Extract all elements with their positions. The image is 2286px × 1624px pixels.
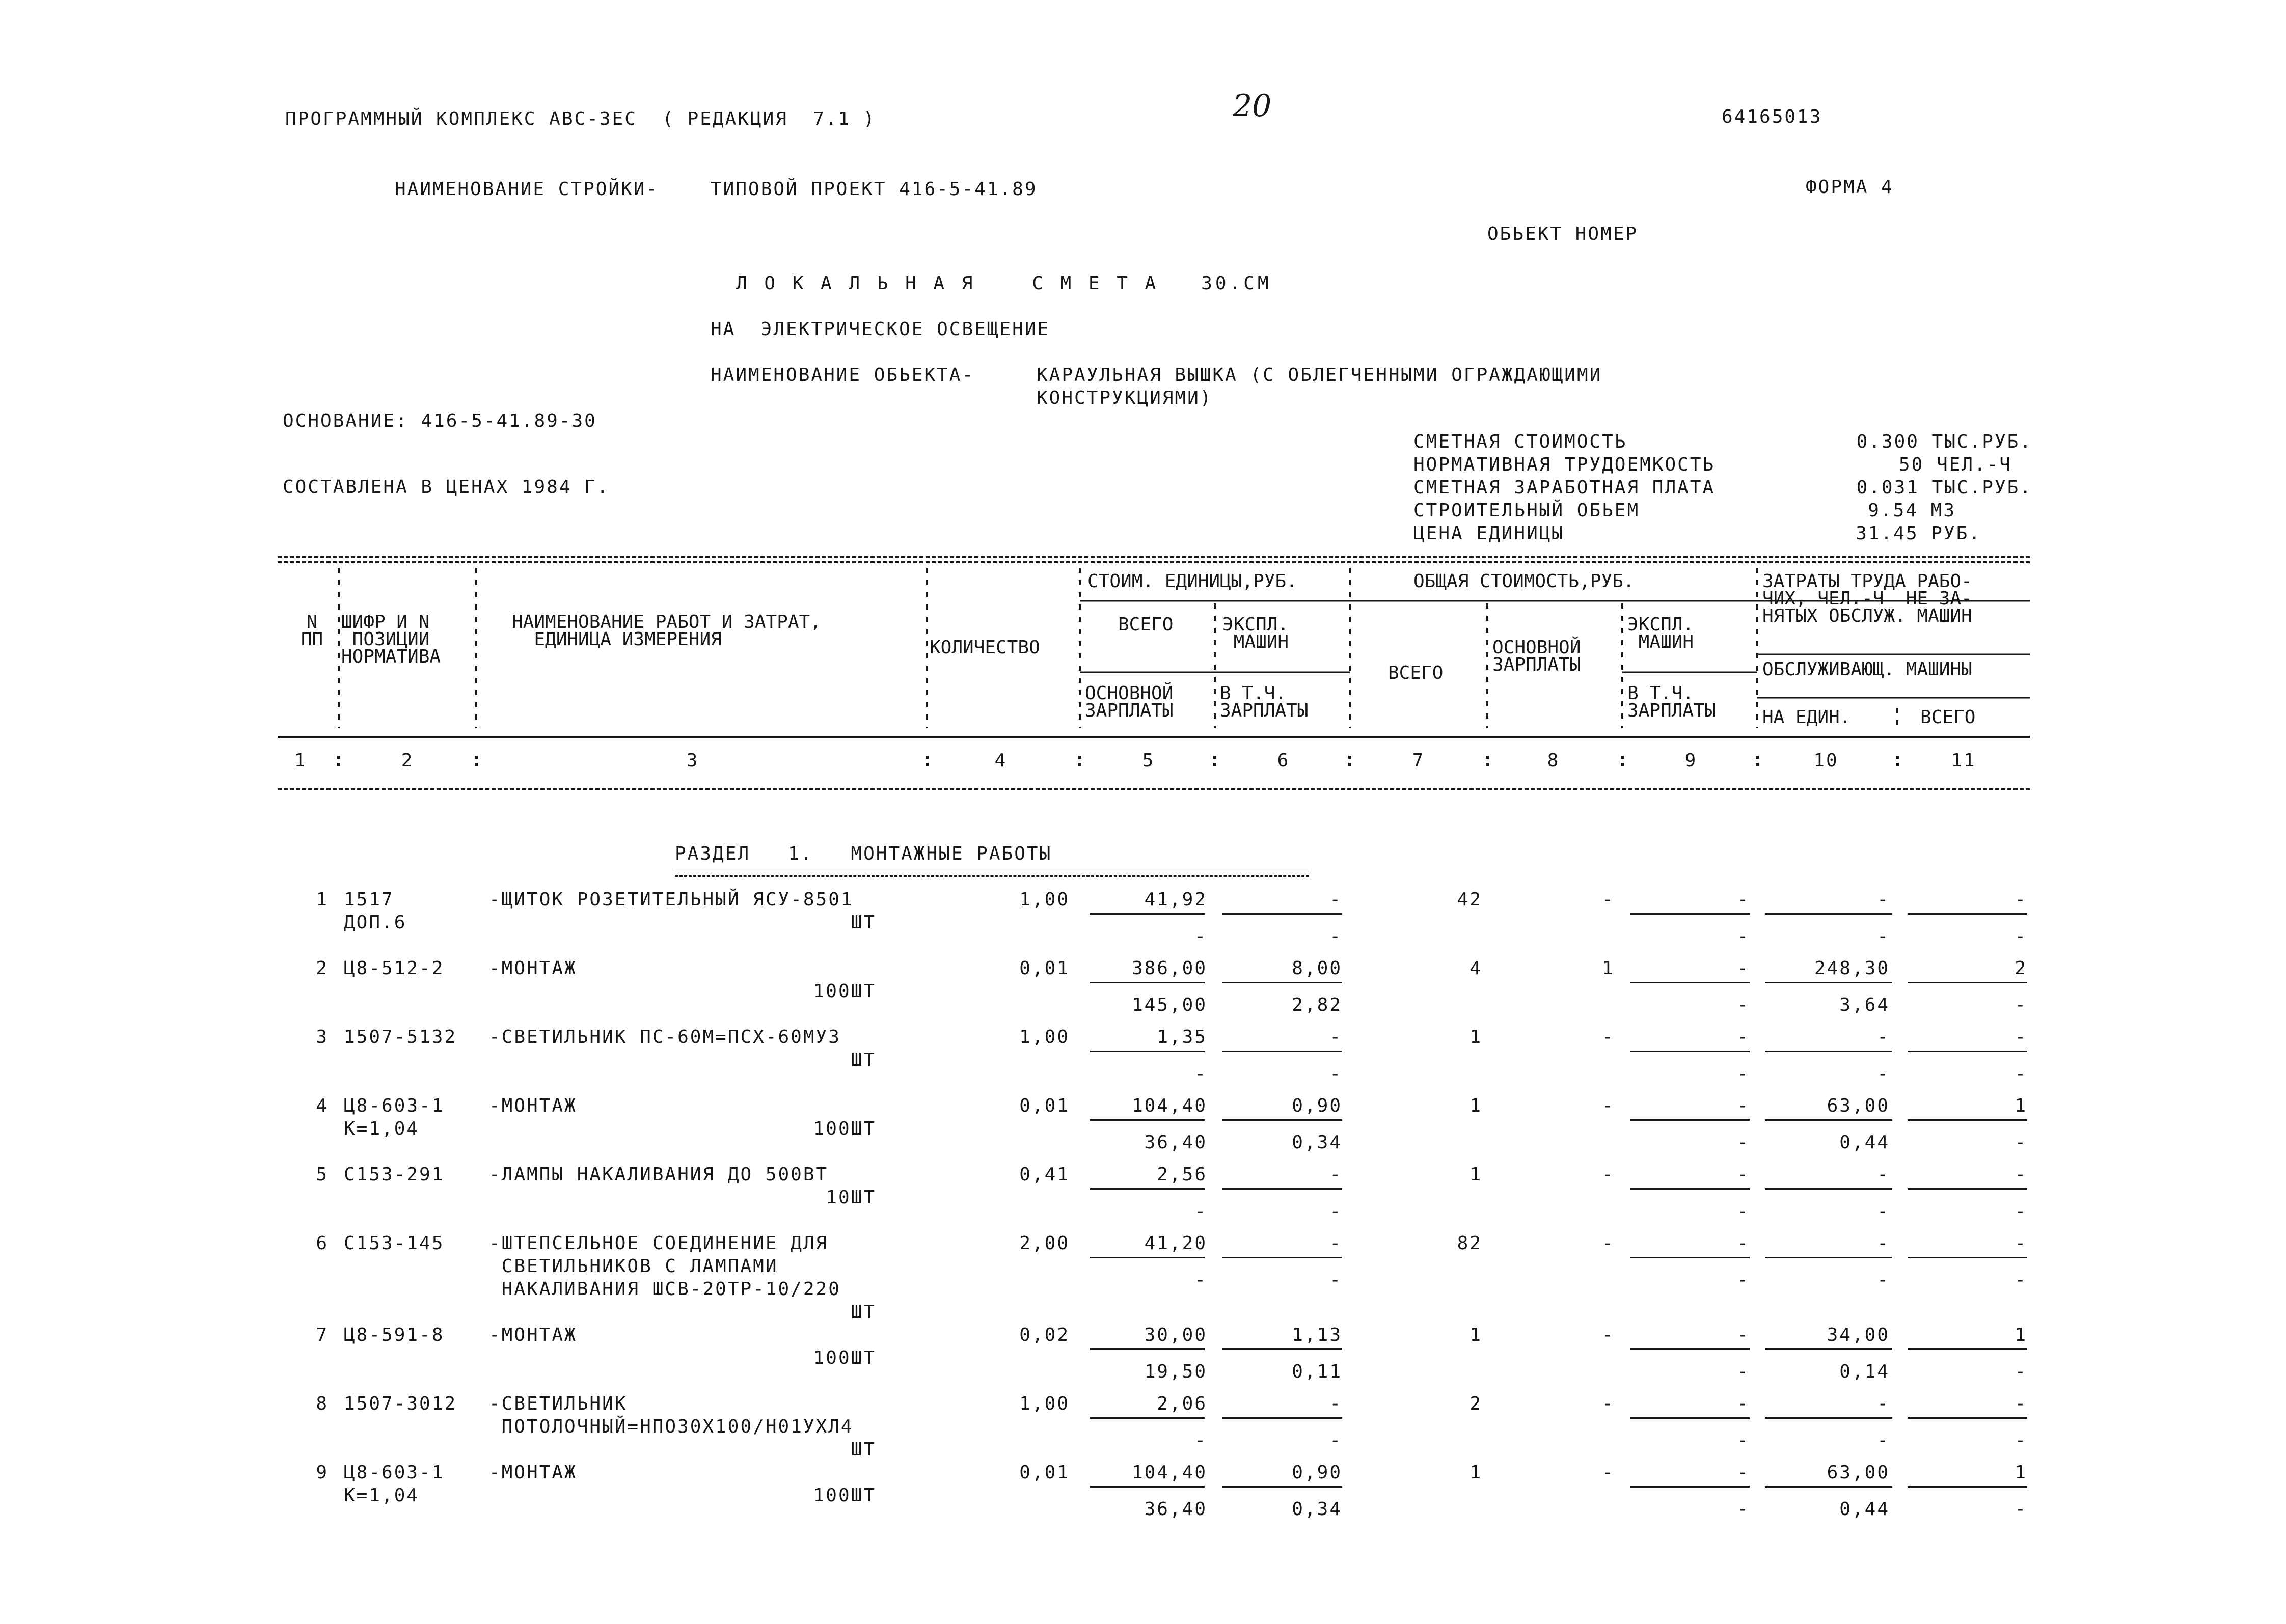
page-number: 20 (1233, 88, 1272, 124)
cell-c9: - (1737, 1462, 1750, 1483)
cell-c10: 63,00 (1827, 1462, 1890, 1483)
cell-s6: 0,34 (1292, 1499, 1342, 1520)
cell-c8: - (1602, 1027, 1615, 1048)
object-label: НАИМЕНОВАНИЕ ОБЬЕКТА- (711, 365, 975, 386)
cell-unit: 100ШТ (813, 1347, 876, 1368)
cell-c11: - (2015, 889, 2027, 910)
cell-underline (1630, 1051, 1750, 1052)
cell-qty: 1,00 (1019, 1027, 1070, 1048)
cell-name: -СВЕТИЛЬНИК (489, 1393, 628, 1414)
cell-s5: 36,40 (1144, 1132, 1207, 1153)
cell-s6: 0,11 (1292, 1361, 1342, 1382)
cell-c11: - (2015, 1164, 2027, 1185)
cell-code: С153-145 (344, 1233, 445, 1254)
object-number-label: ОБЬЕКТ НОМЕР (1487, 224, 1639, 244)
cell-underline (1630, 1417, 1750, 1419)
cell-qty: 0,02 (1019, 1325, 1070, 1345)
cell-underline (1908, 1119, 2027, 1121)
col-number: 10 (1813, 750, 1839, 771)
cell-c8: - (1602, 1095, 1615, 1116)
cell-n: 3 (316, 1027, 329, 1048)
cell-c8: 1 (1602, 958, 1615, 979)
cell-underline (1090, 1188, 1205, 1190)
cell-c5: 104,40 (1131, 1095, 1207, 1116)
col-number: 6 (1277, 750, 1290, 771)
cell-s9: - (1737, 1270, 1750, 1290)
section-title: РАЗДЕЛ 1. МОНТАЖНЫЕ РАБОТЫ (675, 843, 1052, 864)
cell-unit: ШТ (851, 912, 876, 933)
cell-c8: - (1602, 1233, 1615, 1254)
cell-c9: - (1737, 1325, 1750, 1345)
cell-n: 1 (316, 889, 329, 910)
summary-label: СТРОИТЕЛЬНЫЙ ОБЬЕМ (1413, 500, 1640, 521)
cell-c8: - (1602, 1462, 1615, 1483)
cell-qty: 0,41 (1019, 1164, 1070, 1185)
col-number: 1 (294, 750, 307, 771)
cell-s6: - (1329, 1201, 1342, 1222)
cell-s9: - (1737, 1499, 1750, 1520)
cell-c11: 1 (2015, 1462, 2027, 1483)
cell-code: 1507-5132 (344, 1027, 457, 1048)
col-header-number: N ПП (301, 612, 323, 650)
cell-underline (1765, 1348, 1892, 1350)
cell-underline (1908, 1348, 2027, 1350)
summary-value: 0.031 ТЫС.РУБ. (1856, 477, 2032, 498)
cell-unit: ШТ (851, 1439, 876, 1460)
cell-s6: - (1329, 1270, 1342, 1290)
cell-underline (1222, 1348, 1342, 1350)
cell-underline (1090, 1348, 1205, 1350)
cell-code: 1507-3012 (344, 1393, 457, 1414)
cell-name: -МОНТАЖ (489, 1325, 577, 1345)
cell-s10: - (1877, 1430, 1890, 1451)
cell-qty: 0,01 (1019, 1095, 1070, 1116)
cell-c7: 1 (1469, 1027, 1482, 1048)
cell-unit: 100ШТ (813, 981, 876, 1002)
cell-c9: - (1737, 1393, 1750, 1414)
col-number: 2 (401, 750, 414, 771)
cell-underline (1908, 982, 2027, 983)
cell-unit: ШТ (851, 1302, 876, 1323)
cell-s9: - (1737, 1430, 1750, 1451)
cell-name2: СВЕТИЛЬНИКОВ С ЛАМПАМИ (489, 1256, 778, 1277)
cell-c9: - (1737, 1233, 1750, 1254)
cell-name: -МОНТАЖ (489, 958, 577, 979)
cell-c10: - (1877, 1233, 1890, 1254)
cell-c8: - (1602, 1393, 1615, 1414)
cell-qty: 1,00 (1019, 1393, 1070, 1414)
cell-c8: - (1602, 1164, 1615, 1185)
cell-code: Ц8-603-1 (344, 1095, 445, 1116)
cell-s10: - (1877, 1201, 1890, 1222)
col-header-unit-base-wage: ОСНОВНОЙ ЗАРПЛАТЫ (1085, 683, 1174, 721)
document-subtitle: НА ЭЛЕКТРИЧЕСКОЕ ОСВЕЩЕНИЕ (711, 319, 1050, 340)
cell-underline (1090, 1051, 1205, 1052)
cell-underline (1630, 982, 1750, 983)
cell-underline (1765, 1188, 1892, 1190)
cell-c7: 2 (1469, 1393, 1482, 1414)
col-header-total-base-wage: ОСНОВНОЙ ЗАРПЛАТЫ (1492, 637, 1581, 675)
cell-s6: - (1329, 1063, 1342, 1084)
construction-label: НАИМЕНОВАНИЕ СТРОЙКИ- (395, 179, 659, 200)
cell-underline (1090, 913, 1205, 915)
cell-s11: - (2015, 926, 2027, 947)
cell-underline (1222, 1188, 1342, 1190)
cell-c6: 0,90 (1292, 1462, 1342, 1483)
cell-c8: - (1602, 1325, 1615, 1345)
cell-c10: - (1877, 889, 1890, 910)
cell-c10: - (1877, 1027, 1890, 1048)
cell-c7: 42 (1457, 889, 1482, 910)
form-number: ФОРМА 4 (1806, 177, 1894, 198)
col-header-total-machines: ЭКСПЛ. МАШИН (1627, 614, 1694, 652)
cell-code: Ц8-603-1 (344, 1462, 445, 1483)
cell-underline (1630, 1348, 1750, 1350)
cell-s5: - (1194, 1063, 1207, 1084)
col-header-unit-machines: ЭКСПЛ. МАШИН (1222, 614, 1289, 652)
cell-name: -МОНТАЖ (489, 1462, 577, 1483)
cell-c10: 248,30 (1814, 958, 1890, 979)
cell-name: -ШТЕПСЕЛЬНОЕ СОЕДИНЕНИЕ ДЛЯ (489, 1233, 829, 1254)
cell-qty: 2,00 (1019, 1233, 1070, 1254)
cell-n: 9 (316, 1462, 329, 1483)
summary-value: 31.45 РУБ. (1856, 523, 1981, 544)
cell-s5: - (1194, 1270, 1207, 1290)
col-number: 11 (1951, 750, 1976, 771)
col-header-total-incl-wage: В Т.Ч. ЗАРПЛАТЫ (1627, 683, 1716, 721)
cell-code: Ц8-591-8 (344, 1325, 445, 1345)
cell-c6: - (1329, 1164, 1342, 1185)
cell-c6: 8,00 (1292, 958, 1342, 979)
cell-name: -ЛАМПЫ НАКАЛИВАНИЯ ДО 500ВТ (489, 1164, 829, 1185)
cell-underline (1222, 1051, 1342, 1052)
cell-underline (1630, 1486, 1750, 1488)
cell-c11: - (2015, 1233, 2027, 1254)
rule (278, 788, 2030, 790)
cell-n: 4 (316, 1095, 329, 1116)
cell-s5: - (1194, 1201, 1207, 1222)
col-number: 5 (1142, 750, 1155, 771)
object-value-line2: КОНСТРУКЦИЯМИ) (1037, 388, 1213, 408)
cell-n: 6 (316, 1233, 329, 1254)
summary-label: ЦЕНА ЕДИНИЦЫ (1413, 523, 1565, 544)
cell-s11: - (2015, 995, 2027, 1015)
col-number-separators (0, 749, 2286, 774)
summary-label: СМЕТНАЯ СТОИМОСТЬ (1413, 431, 1627, 452)
col-header-total-cost: ОБЩАЯ СТОИМОСТЬ,РУБ. (1413, 571, 1635, 592)
cell-s5: 19,50 (1144, 1361, 1207, 1382)
cell-c10: 34,00 (1827, 1325, 1890, 1345)
cell-underline (1090, 982, 1205, 983)
cell-c9: - (1737, 889, 1750, 910)
cell-name: -СВЕТИЛЬНИК ПС-60М=ПСХ-60МУ3 (489, 1027, 841, 1048)
summary-label: СМЕТНАЯ ЗАРАБОТНАЯ ПЛАТА (1413, 477, 1716, 498)
cell-c5: 386,00 (1131, 958, 1207, 979)
col-number: 7 (1412, 750, 1425, 771)
col-header-quantity: КОЛИЧЕСТВО (930, 637, 1040, 658)
cell-underline (1090, 1417, 1205, 1419)
cell-underline (1908, 913, 2027, 915)
cell-c11: 1 (2015, 1095, 2027, 1116)
cell-n: 5 (316, 1164, 329, 1185)
cell-c8: - (1602, 889, 1615, 910)
cell-underline (1908, 1257, 2027, 1258)
cell-underline (1630, 1257, 1750, 1258)
col-number: 9 (1684, 750, 1698, 771)
cell-c5: 30,00 (1144, 1325, 1207, 1345)
cell-s9: - (1737, 1361, 1750, 1382)
cell-qty: 0,01 (1019, 1462, 1070, 1483)
cell-c7: 1 (1469, 1325, 1482, 1345)
cell-c5: 104,40 (1131, 1462, 1207, 1483)
cell-code: Ц8-512-2 (344, 958, 445, 979)
cell-name: -ЩИТОК РОЗЕТИТЕЛЬНЫЙ ЯСУ-8501 (489, 889, 854, 910)
cell-c7: 4 (1469, 958, 1482, 979)
cell-c5: 2,06 (1157, 1393, 1207, 1414)
cell-unit: 100ШТ (813, 1485, 876, 1506)
cell-c10: 63,00 (1827, 1095, 1890, 1116)
cell-underline (1222, 1486, 1342, 1488)
cell-underline (1222, 1119, 1342, 1121)
cell-c11: - (2015, 1393, 2027, 1414)
cell-name: -МОНТАЖ (489, 1095, 577, 1116)
cell-underline (1222, 1257, 1342, 1258)
cell-s10: 0,44 (1839, 1499, 1890, 1520)
col-header-name: НАИМЕНОВАНИЕ РАБОТ И ЗАТРАТ, ЕДИНИЦА ИЗМЕРЕНИЯ (512, 612, 821, 650)
rule (278, 736, 2030, 738)
cell-c11: - (2015, 1027, 2027, 1048)
cell-s9: - (1737, 926, 1750, 947)
col-header-unit-cost: СТОИМ. ЕДИНИЦЫ,РУБ. (1087, 571, 1297, 592)
col-header-code: ШИФР И N ПОЗИЦИИ НОРМАТИВА (341, 612, 441, 667)
cell-s6: 2,82 (1292, 995, 1342, 1015)
cell-underline (1765, 1257, 1892, 1258)
cell-underline (1630, 1119, 1750, 1121)
summary-value: 0.300 ТЫС.РУБ. (1856, 431, 2032, 452)
cell-underline (1630, 913, 1750, 915)
cell-c9: - (1737, 958, 1750, 979)
col-header-labor-service: ОБСЛУЖИВАЮЩ. МАШИНЫ (1762, 659, 1972, 680)
construction-value: ТИПОВОЙ ПРОЕКТ 416-5-41.89 (711, 179, 1038, 200)
cell-c10: - (1877, 1393, 1890, 1414)
cell-c9: - (1737, 1027, 1750, 1048)
cell-c6: - (1329, 889, 1342, 910)
col-header-unit-incl-wage: В Т.Ч. ЗАРПЛАТЫ (1220, 683, 1309, 721)
cell-s5: - (1194, 1430, 1207, 1451)
cell-s6: - (1329, 926, 1342, 947)
cell-s11: - (2015, 1499, 2027, 1520)
cell-qty: 1,00 (1019, 889, 1070, 910)
cell-underline (1765, 1051, 1892, 1052)
cell-underline (1090, 1486, 1205, 1488)
cell-underline (1222, 1417, 1342, 1419)
cell-qty: 0,01 (1019, 958, 1070, 979)
cell-c5: 41,92 (1144, 889, 1207, 910)
cell-c7: 1 (1469, 1462, 1482, 1483)
cell-unit: 10ШТ (826, 1187, 876, 1208)
cell-underline (1908, 1188, 2027, 1190)
prices-text: СОСТАВЛЕНА В ЦЕНАХ 1984 Г. (283, 477, 610, 498)
cell-c9: - (1737, 1095, 1750, 1116)
cell-s9: - (1737, 995, 1750, 1015)
cell-underline (1222, 982, 1342, 983)
cell-c6: - (1329, 1233, 1342, 1254)
cell-code2: К=1,04 (344, 1118, 420, 1139)
cell-s11: - (2015, 1361, 2027, 1382)
cell-unit: 100ШТ (813, 1118, 876, 1139)
cell-s10: - (1877, 1063, 1890, 1084)
col-header-total-all: ВСЕГО (1388, 663, 1444, 683)
section-underline (675, 871, 1309, 877)
cell-n: 2 (316, 958, 329, 979)
cell-s9: - (1737, 1132, 1750, 1153)
cell-underline (1090, 1119, 1205, 1121)
cell-s11: - (2015, 1201, 2027, 1222)
cell-s5: - (1194, 926, 1207, 947)
cell-name2: ПОТОЛОЧНЫЙ=НПО30Х100/Н01УХЛ4 (489, 1416, 854, 1437)
cell-s10: 3,64 (1839, 995, 1890, 1015)
cell-c7: 1 (1469, 1164, 1482, 1185)
cell-s6: - (1329, 1430, 1342, 1451)
cell-s11: - (2015, 1132, 2027, 1153)
cell-c7: 82 (1457, 1233, 1482, 1254)
cell-c6: 1,13 (1292, 1325, 1342, 1345)
cell-c5: 1,35 (1157, 1027, 1207, 1048)
cell-underline (1765, 1486, 1892, 1488)
cell-underline (1090, 1257, 1205, 1258)
cell-s6: 0,34 (1292, 1132, 1342, 1153)
cell-name3: НАКАЛИВАНИЯ ШСВ-20ТР-10/220 (489, 1279, 841, 1300)
cell-s10: 0,14 (1839, 1361, 1890, 1382)
cell-n: 8 (316, 1393, 329, 1414)
cell-code: С153-291 (344, 1164, 445, 1185)
cell-s5: 145,00 (1131, 995, 1207, 1015)
cell-c6: - (1329, 1393, 1342, 1414)
cell-code2: К=1,04 (344, 1485, 420, 1506)
cell-underline (1765, 1119, 1892, 1121)
cell-underline (1908, 1486, 2027, 1488)
cell-c6: - (1329, 1027, 1342, 1048)
col-header-labor-total: ВСЕГО (1920, 707, 1976, 728)
col-number: 8 (1547, 750, 1560, 771)
cell-c7: 1 (1469, 1095, 1482, 1116)
col-header-labor: ЗАТРАТЫ ТРУДА РАБО- ЧИХ, ЧЕЛ.-Ч НЕ ЗА- НЯТЫХ ОБСЛУЖ. МАШИН (1762, 571, 1972, 626)
cell-underline (1765, 913, 1892, 915)
document-title: Л О К А Л Ь Н А Я С М Е Т А 30.СМ (736, 273, 1272, 294)
cell-s10: - (1877, 926, 1890, 947)
cell-s11: - (2015, 1270, 2027, 1290)
cell-c5: 41,20 (1144, 1233, 1207, 1254)
cell-underline (1765, 1417, 1892, 1419)
cell-s10: - (1877, 1270, 1890, 1290)
col-number: 3 (686, 750, 699, 771)
cell-underline (1222, 913, 1342, 915)
cell-underline (1908, 1051, 2027, 1052)
cell-c10: - (1877, 1164, 1890, 1185)
cell-s5: 36,40 (1144, 1499, 1207, 1520)
object-value-line1: КАРАУЛЬНАЯ ВЫШКА (С ОБЛЕГЧЕННЫМИ ОГРАЖДАЮЩИМИ (1037, 365, 1602, 386)
cell-s9: - (1737, 1201, 1750, 1222)
cell-underline (1630, 1188, 1750, 1190)
summary-value: 50 ЧЕЛ.-Ч (1898, 454, 2012, 475)
program-header: ПРОГРАММНЫЙ КОМПЛЕКС АВС-3ЕС ( РЕДАКЦИЯ 7.1 ) (285, 108, 876, 129)
cell-c6: 0,90 (1292, 1095, 1342, 1116)
cell-s11: - (2015, 1430, 2027, 1451)
cell-code: 1517 (344, 889, 394, 910)
cell-underline (1765, 982, 1892, 983)
cell-unit: ШТ (851, 1050, 876, 1070)
cell-c11: 2 (2015, 958, 2027, 979)
cell-s11: - (2015, 1063, 2027, 1084)
cell-c9: - (1737, 1164, 1750, 1185)
col-number: 4 (994, 750, 1008, 771)
cell-s10: 0,44 (1839, 1132, 1890, 1153)
cell-underline (1908, 1417, 2027, 1419)
summary-label: НОРМАТИВНАЯ ТРУДОЕМКОСТЬ (1413, 454, 1716, 475)
cell-c5: 2,56 (1157, 1164, 1207, 1185)
cell-s9: - (1737, 1063, 1750, 1084)
col-header-labor-per-unit: НА ЕДИН. (1762, 707, 1851, 728)
col-header-unit-total: ВСЕГО (1118, 614, 1174, 635)
summary-value: 9.54 М3 (1868, 500, 1956, 521)
cell-code2: ДОП.6 (344, 912, 407, 933)
document-code: 64165013 (1722, 106, 1822, 127)
basis-text: ОСНОВАНИЕ: 416-5-41.89-30 (283, 410, 597, 431)
cell-n: 7 (316, 1325, 329, 1345)
cell-c11: 1 (2015, 1325, 2027, 1345)
